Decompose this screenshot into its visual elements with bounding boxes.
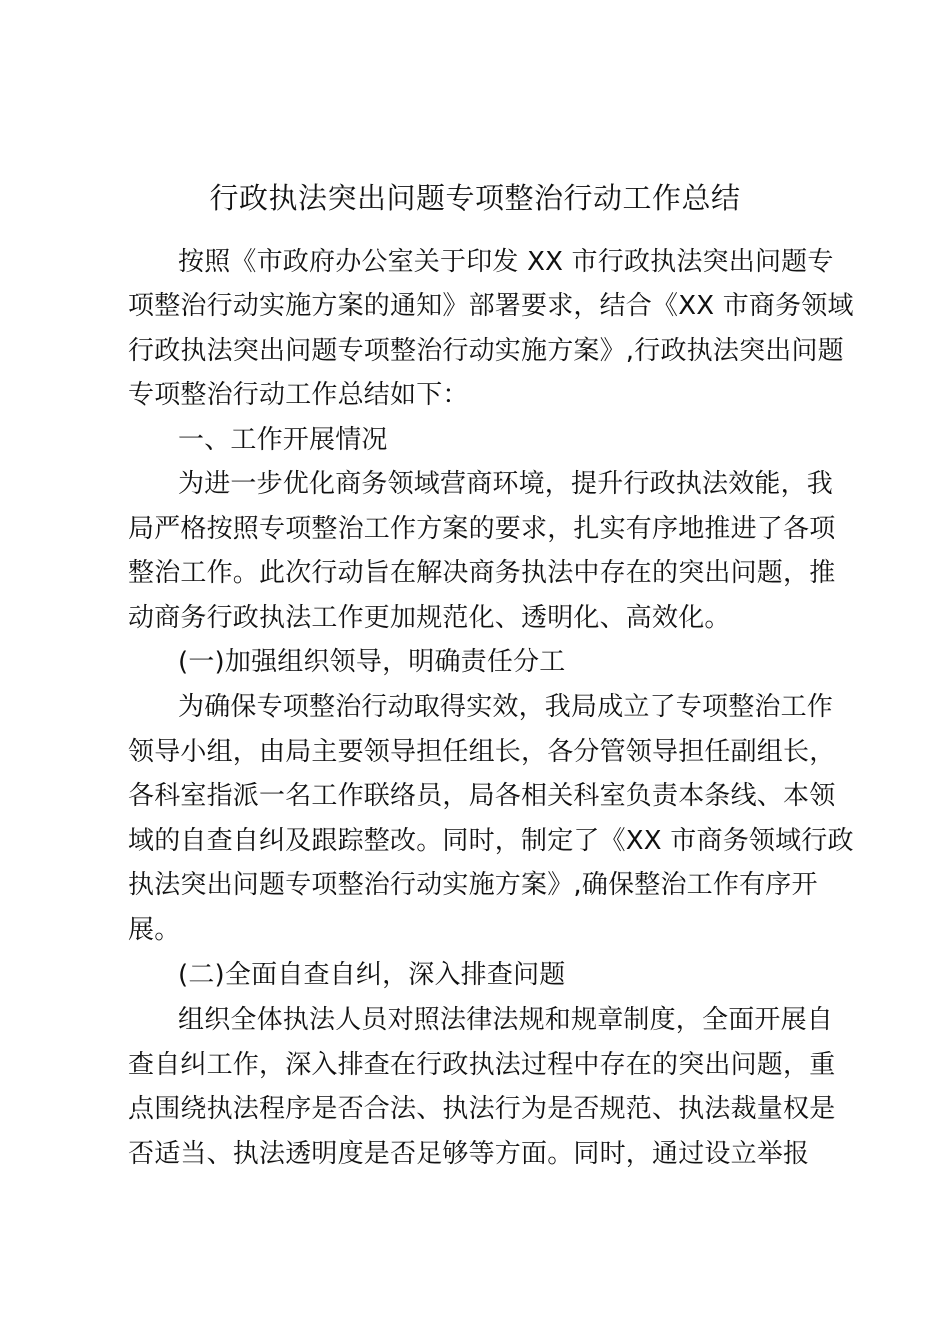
paragraph-line: 局严格按照专项整治工作方案的要求，扎实有序地推进了各项 — [128, 514, 836, 544]
paragraph-line: 领导小组，由局主要领导担任组长，各分管领导担任副组长， — [128, 737, 836, 767]
paragraph-line: 展。 — [128, 915, 181, 945]
paragraph-line: 域的自查自纠及跟踪整改。同时，制定了《XX 市商务领域行政 — [128, 826, 854, 856]
paragraph-line: 整治工作。此次行动旨在解决商务执法中存在的突出问题，推 — [128, 558, 836, 588]
subsection-heading: (一)加强组织领导，明确责任分工 — [178, 647, 566, 677]
paragraph-line: 行政执法突出问题专项整治行动实施方案》,行政执法突出问题 — [128, 336, 844, 366]
paragraph-line: 查自纠工作，深入排查在行政执法过程中存在的突出问题，重 — [128, 1050, 836, 1080]
subsection-heading: (二)全面自查自纠，深入排查问题 — [178, 960, 566, 990]
paragraph-line: 为确保专项整治行动取得实效，我局成立了专项整治工作 — [178, 692, 834, 722]
paragraph-line: 各科室指派一名工作联络员，局各相关科室负责本条线、本领 — [128, 781, 836, 811]
paragraph-line: 动商务行政执法工作更加规范化、透明化、高效化。 — [128, 603, 731, 633]
paragraph-line: 为进一步优化商务领域营商环境，提升行政执法效能，我 — [178, 469, 834, 499]
paragraph-line: 执法突出问题专项整治行动实施方案》,确保整治工作有序开 — [128, 870, 818, 900]
paragraph-line: 否适当、执法透明度是否足够等方面。同时，通过设立举报 — [128, 1139, 810, 1169]
section-heading: 一、工作开展情况 — [178, 425, 388, 455]
paragraph-line: 组织全体执法人员对照法律法规和规章制度，全面开展自 — [178, 1005, 834, 1035]
paragraph-line: 按照《市政府办公室关于印发 XX 市行政执法突出问题专 — [178, 247, 834, 277]
paragraph-line: 项整治行动实施方案的通知》部署要求，结合《XX 市商务领域 — [128, 291, 854, 321]
document-title: 行政执法突出问题专项整治行动工作总结 — [209, 181, 741, 215]
paragraph-line: 专项整治行动工作总结如下： — [128, 380, 469, 410]
paragraph-line: 点围绕执法程序是否合法、执法行为是否规范、执法裁量权是 — [128, 1094, 836, 1124]
